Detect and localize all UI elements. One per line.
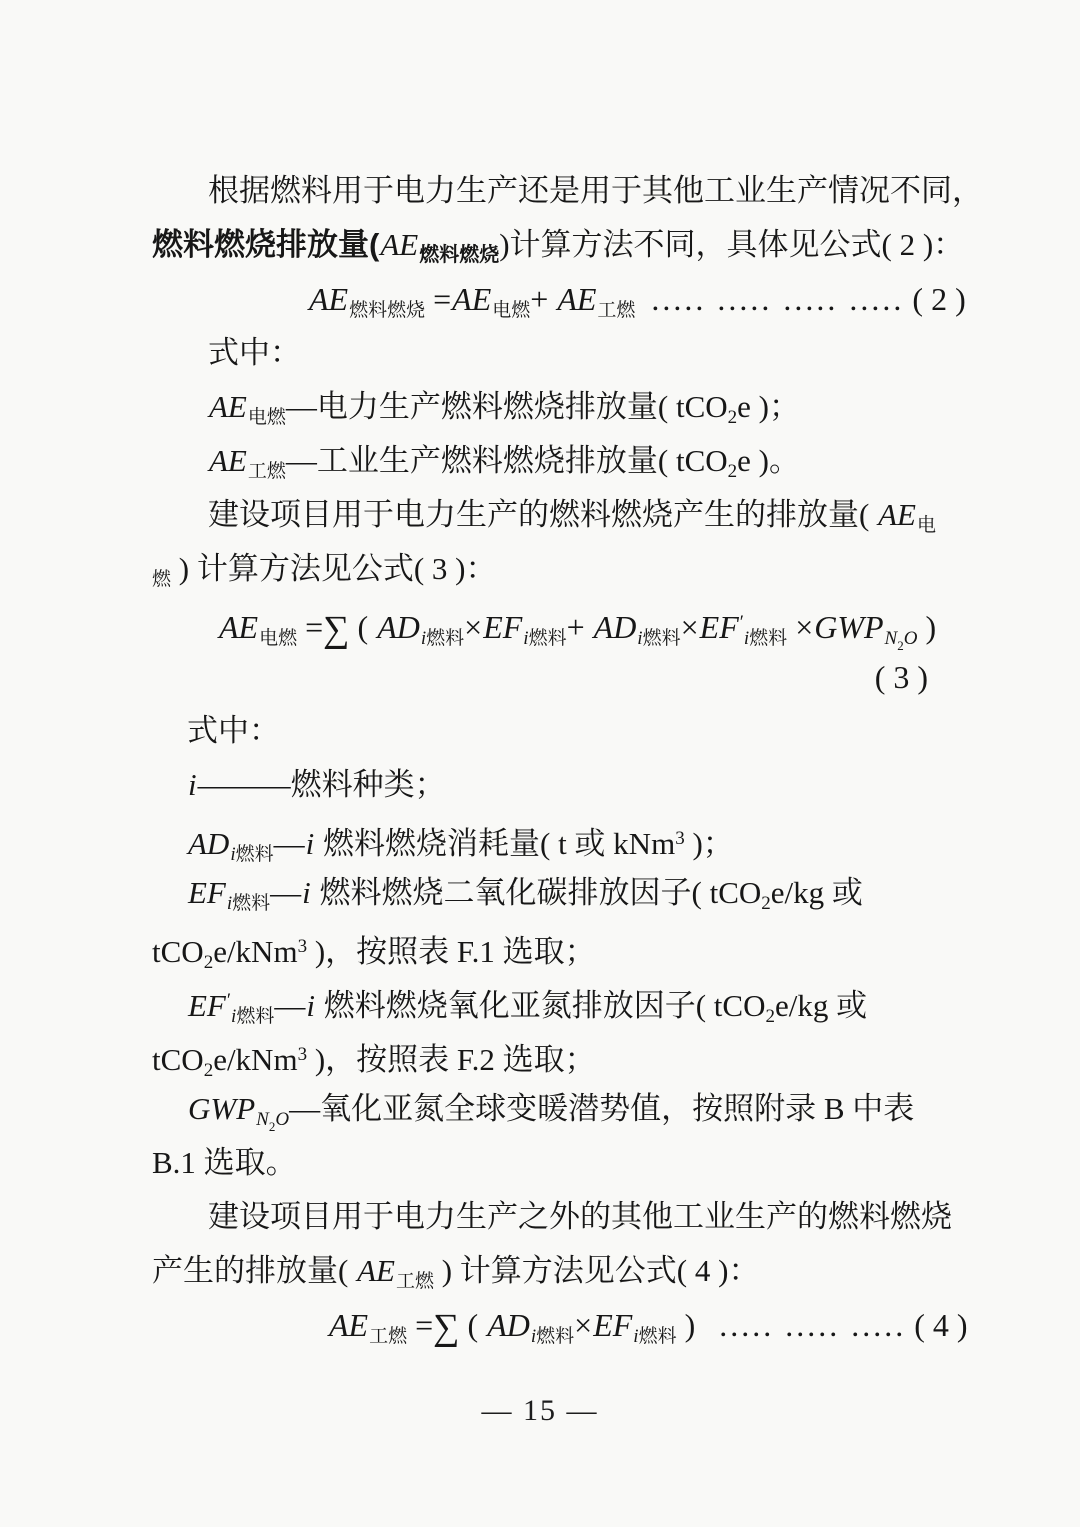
math-subscript: 燃料 <box>236 1006 275 1027</box>
page-number-text: — 15 — <box>481 1394 599 1427</box>
math-subscript: 工燃 <box>247 461 286 482</box>
math-subscript: 电燃 <box>492 300 531 321</box>
math-subscript: 燃料 <box>536 1326 575 1347</box>
text-run: 产生的排放量( <box>152 1253 357 1288</box>
formula-3 <box>152 596 937 653</box>
paragraph-industry-line2 <box>152 1244 932 1298</box>
math-subscript: 燃料燃烧 <box>419 244 500 266</box>
math-operator: × <box>787 609 814 645</box>
bold-term: 燃料燃烧排放量( <box>152 227 380 262</box>
page-content <box>152 164 983 1352</box>
formula-4 <box>152 1298 968 1352</box>
math-subscript: 2 <box>761 893 771 914</box>
formula-2 <box>152 272 966 326</box>
math-operator: = <box>407 1307 434 1343</box>
text-run: tCO <box>152 934 204 969</box>
text-run: 根据燃料用于电力生产还是用于其他工业生产情况不同， <box>208 173 983 208</box>
math-var: i <box>306 988 315 1023</box>
math-subscript: i <box>633 1326 639 1347</box>
math-operator: × <box>680 609 699 645</box>
math-var: AE <box>329 1307 369 1343</box>
math-superscript: 3 <box>297 1044 308 1065</box>
math-var: AD <box>188 826 230 861</box>
math-subscript: 燃料 <box>638 1326 677 1347</box>
math-var: AD <box>377 609 420 645</box>
math-var: AE <box>219 609 259 645</box>
formula-dots: ..... ..... ..... ..... <box>651 281 905 317</box>
math-var: EF <box>483 609 523 645</box>
math-operator: = <box>425 281 452 317</box>
text-run: e/kg 或 <box>774 988 868 1023</box>
math-var: EF <box>593 1307 633 1343</box>
math-subscript: 燃料燃烧 <box>349 300 426 321</box>
definition-ef-cont <box>152 920 932 974</box>
math-subscript: 2 <box>765 1006 775 1027</box>
paragraph-elec-line2 <box>152 542 932 596</box>
text-run: tCO <box>152 1042 204 1077</box>
math-paren: ( <box>459 1307 487 1343</box>
math-subscript: O <box>903 628 918 649</box>
text-run: 建设项目用于电力生产的燃料燃烧产生的排放量( <box>208 497 878 532</box>
paragraph-industry-line1 <box>152 1190 952 1244</box>
math-var: AE <box>380 227 419 262</box>
math-subscript: 工燃 <box>395 1271 434 1292</box>
math-var: AE <box>309 281 349 317</box>
math-var: AE <box>452 281 492 317</box>
text-run: 建设项目用于电力生产之外的其他工业生产的燃料燃烧 <box>208 1199 952 1234</box>
math-superscript: 3 <box>675 828 685 849</box>
sum-symbol: ∑ <box>323 609 350 650</box>
math-subscript: 燃料 <box>642 628 681 649</box>
math-paren: ) <box>676 1307 704 1343</box>
math-var: AE <box>357 1253 395 1288</box>
math-paren: ( <box>349 609 377 645</box>
math-var: AE <box>557 281 597 317</box>
math-subscript: 电燃 <box>259 628 298 649</box>
definition-ef <box>152 866 932 920</box>
math-prime: ′ <box>226 990 232 1011</box>
definition-gwp <box>152 1082 932 1136</box>
where-label-2 <box>152 704 932 758</box>
math-var: EF <box>188 875 226 910</box>
math-var: i <box>188 767 197 802</box>
math-var: i <box>302 875 311 910</box>
definition-ad <box>152 812 932 866</box>
definition-gwp-cont <box>152 1136 932 1190</box>
formula-number: ( 4 ) <box>914 1307 968 1343</box>
math-subsubscript: 2 <box>897 638 904 653</box>
math-subscript: i <box>637 628 643 649</box>
text-run: —工业生产燃料燃烧排放量( tCO <box>285 443 728 478</box>
math-var: AE <box>209 443 247 478</box>
math-operator: × <box>574 1307 593 1343</box>
math-subscript: 燃料 <box>426 628 465 649</box>
math-subscript: i <box>420 628 427 649</box>
math-superscript: 3 <box>297 936 308 957</box>
text-run: 式中： <box>187 713 280 748</box>
math-subscript: 燃 <box>152 569 172 590</box>
text-run: —电力生产燃料燃烧排放量( tCO <box>285 389 728 424</box>
definition-ef-prime-cont <box>152 1028 932 1082</box>
text-run: 式中： <box>208 335 301 370</box>
math-subscript: 燃料 <box>528 628 567 649</box>
paragraph-intro-line1 <box>152 164 983 218</box>
formula-dots: ..... ..... ..... <box>719 1307 907 1343</box>
math-subscript: i <box>226 893 233 914</box>
definition-i <box>152 758 932 812</box>
math-var: AD <box>487 1307 530 1343</box>
text-run: 燃料燃烧二氧化碳排放因子( tCO <box>311 875 762 910</box>
math-subscript: 电 <box>916 515 936 536</box>
math-operator: × <box>464 609 483 645</box>
math-var: AE <box>878 497 916 532</box>
math-paren: ) <box>917 609 937 645</box>
paragraph-elec-line1 <box>152 488 936 542</box>
definition-ef-prime <box>152 974 932 1028</box>
text-run: )，按照表 F.2 选取； <box>307 1042 596 1077</box>
math-subscript: 燃料 <box>749 628 788 649</box>
text-run: e/kg 或 <box>770 875 863 910</box>
math-var: EF <box>188 988 226 1023</box>
definition-ae-gongran <box>152 434 932 488</box>
math-subscript: 2 <box>727 461 738 482</box>
math-subscript: 工燃 <box>369 1326 408 1347</box>
math-subscript: i <box>743 628 750 649</box>
math-subscript: 燃料 <box>235 844 274 865</box>
text-run: )计算方法不同，具体见公式( 2 )： <box>499 227 965 262</box>
text-run: B.1 选取。 <box>152 1145 297 1180</box>
text-run: — <box>270 875 302 910</box>
math-prime: ′ <box>739 612 744 633</box>
text-run: ) 计算方法见公式( 3 )： <box>171 551 497 586</box>
text-run: — <box>289 1091 321 1126</box>
math-var: EF <box>699 609 739 645</box>
text-run: — <box>274 988 306 1023</box>
math-subscript: i <box>230 844 236 865</box>
text-run: e )； <box>737 389 800 424</box>
sum-symbol: ∑ <box>433 1307 460 1348</box>
math-operator: + <box>566 609 593 645</box>
math-var: AD <box>593 609 637 645</box>
math-subscript: 2 <box>203 1060 214 1081</box>
math-subscript: i <box>530 1326 537 1347</box>
text-run: e/kNm <box>213 1042 298 1077</box>
where-label-1 <box>152 326 932 380</box>
math-subscript: i <box>231 1006 237 1027</box>
math-subscript: O <box>275 1109 290 1130</box>
text-run: — <box>273 826 305 861</box>
math-subscript: 燃料 <box>232 893 271 914</box>
text-run: ) 计算方法见公式( 4 )： <box>433 1253 760 1288</box>
math-subscript: 2 <box>727 407 738 428</box>
formula-number: ( 2 ) <box>912 281 966 317</box>
math-subscript: i <box>523 628 529 649</box>
math-subscript: 2 <box>203 952 214 973</box>
math-operator: = <box>297 609 324 645</box>
paragraph-intro-line2 <box>152 218 965 272</box>
text-run: )； <box>684 826 734 861</box>
text-run: e/kNm <box>213 934 298 969</box>
math-var: GWP <box>814 609 884 645</box>
text-run: 燃料燃烧消耗量( t 或 kNm <box>315 826 676 861</box>
page-number <box>0 1394 1080 1428</box>
formula-3-number <box>152 650 932 704</box>
formula-number: ( 3 ) <box>874 659 928 695</box>
text-run: e )。 <box>737 443 800 478</box>
math-subscript: 电燃 <box>247 407 286 428</box>
text-run: ———燃料种类； <box>197 767 446 802</box>
math-subscript: 工燃 <box>597 300 636 321</box>
text-run: 燃料燃烧氧化亚氮排放因子( tCO <box>315 988 766 1023</box>
math-subscript: N <box>256 1109 269 1130</box>
math-subscript: N <box>884 628 898 649</box>
text-run: )，按照表 F.1 选取； <box>307 934 596 969</box>
math-var: AE <box>209 389 247 424</box>
math-var: i <box>305 826 315 861</box>
text-run: 氧化亚氮全球变暖潜势值，按照附录 B 中表 <box>320 1091 915 1126</box>
math-operator: + <box>530 281 557 317</box>
math-var: GWP <box>188 1091 256 1126</box>
math-subsubscript: 2 <box>268 1119 276 1134</box>
definition-ae-dianran <box>152 380 932 434</box>
